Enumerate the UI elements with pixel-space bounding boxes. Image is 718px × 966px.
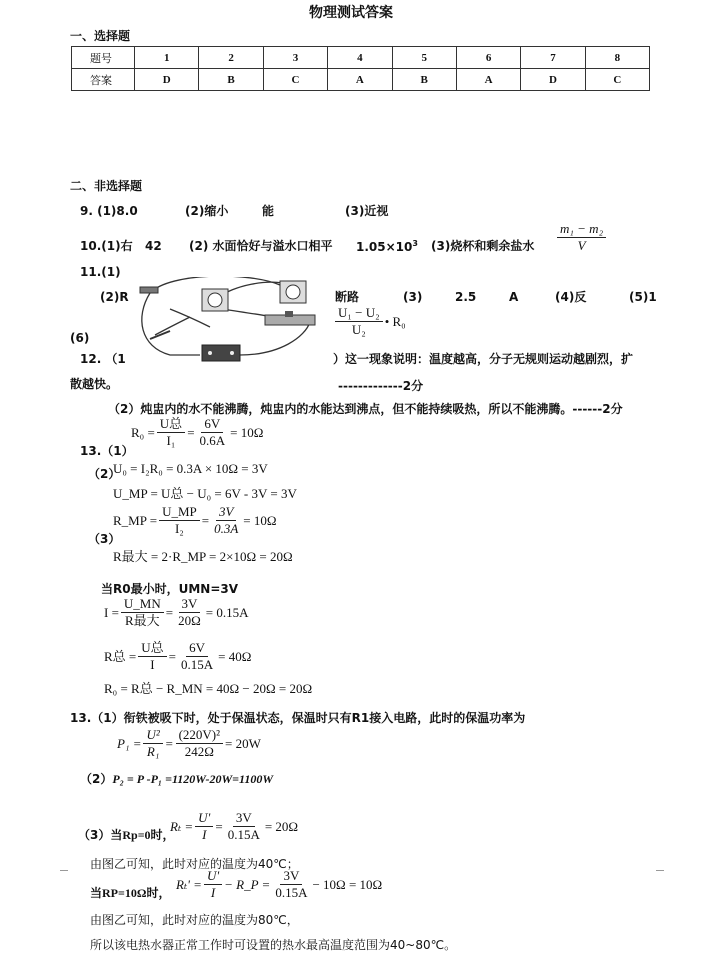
q12-text-cont: 散越快。: [70, 377, 119, 391]
table-cell: A: [456, 69, 520, 91]
q10-part2: (2) 水面恰好与溢水口相平: [189, 239, 333, 253]
section-heading-choice: 一、选择题: [70, 29, 131, 43]
q13-eq4: R_MP = $\frac{U\_MP}{\text{I₂}}$ = $\frac{3V}{0.3A}$ = 10Ω: [113, 504, 277, 537]
q13b-condition2: 当RP=10Ω时，: [90, 886, 171, 900]
ammeter-icon: [202, 289, 228, 311]
section-heading-nonchoice: 二、非选择题: [70, 179, 143, 193]
table-cell: 1: [135, 47, 199, 69]
q11-unit: A: [509, 290, 519, 304]
q12-label: 12. （1: [80, 352, 126, 366]
q13b-eq3: Rₜ' = $\frac{U'}{I}$ − R_P = $\frac{3V}{0.15A}$ − 10Ω = 10Ω: [176, 868, 383, 901]
q9-part3: (3)近视: [345, 204, 389, 218]
page-title: 物理测试答案: [309, 5, 393, 21]
table-label-answer: 答案: [72, 69, 135, 91]
q10-part3: (3)烧杯和剩余盐水: [431, 239, 535, 253]
table-cell: C: [263, 69, 327, 91]
q13b-conclusion: 所以该电热水器正常工作时可设置的热水最高温度范围为40~80℃。: [90, 938, 457, 952]
table-cell: 8: [585, 47, 649, 69]
table-cell: 6: [456, 47, 520, 69]
table-cell: 2: [199, 47, 263, 69]
q11-label: 11.(1): [80, 265, 121, 279]
wire: [155, 317, 190, 335]
table-cell: 3: [263, 47, 327, 69]
q11-part3: (3): [403, 290, 423, 304]
q9-part2: (2)缩小: [185, 204, 229, 218]
q13b-eq2: Rₜ = $\frac{U'}{I}$ = $\frac{3V}{0.15A}$ = 20Ω: [170, 810, 299, 843]
q13-label: 13.（1）: [80, 444, 134, 458]
q9-part2b: 能: [262, 204, 275, 218]
q13-eq6: I = $\frac{U\_MN}{\text{R最大}}$ = $\frac{3V}{20\Omega}$ = 0.15A: [104, 596, 249, 629]
q13b-label: 13.（1）衔铁被吸下时，处于保温状态，保温时只有R1接入电路，此时的保温功率为: [70, 711, 526, 725]
table-cell: C: [585, 69, 649, 91]
q13b-part3: （3）当Rp=0时，: [78, 828, 175, 842]
wire: [142, 293, 200, 355]
table-row-numbers: [72, 47, 650, 69]
q13b-result1: 由图乙可知，此时对应的温度为40℃；: [90, 857, 299, 871]
q12-part2: （2）炖盅内的水不能沸腾，炖盅内的水能达到沸点，但不能持续吸热，所以不能沸腾。------2分: [108, 402, 623, 416]
q13-eq1: R₀ = $\frac{\text{U总}}{\text{I₁}}$ = $\frac{6V}{0.6A}$ = 10Ω: [131, 416, 264, 449]
q9-label: 9. (1)8.0: [80, 204, 138, 218]
voltmeter-icon: [280, 281, 306, 303]
q12-score: -------------2分: [338, 379, 424, 393]
circuit-diagram: [130, 277, 330, 367]
margin-mark: [656, 870, 664, 871]
q10-density: $1.05\times 10^3$: [356, 239, 418, 254]
q13-part3: （3）: [88, 532, 121, 546]
table-label-number: 题号: [72, 47, 135, 69]
q11-part4: (4)反: [555, 290, 587, 304]
q11-part2: (2)R: [100, 290, 129, 304]
table-row-answers: [72, 69, 650, 91]
rheostat-icon: [265, 311, 315, 325]
q10-value: 42: [145, 239, 162, 253]
q13b-result2: 由图乙可知，此时对应的温度为80℃，: [90, 913, 299, 927]
q10-formula: $\frac{\text{m₁ − m₂}}{V}$: [555, 222, 608, 254]
power-supply-icon: [202, 345, 240, 361]
table-cell: B: [199, 69, 263, 91]
q13-eq5: R最大 = 2·R_MP = 2×10Ω = 20Ω: [113, 549, 293, 564]
table-cell: 4: [328, 47, 392, 69]
q11-fault: 断路: [335, 290, 360, 304]
q11-part6: (6): [70, 331, 90, 345]
q11-part5: (5)1: [629, 290, 657, 304]
q10-label: 10.(1)右: [80, 239, 133, 253]
q13-eq7: R总 = $\frac{\text{U总}}{I}$ = $\frac{6V}{0.15A}$ = 40Ω: [104, 640, 252, 673]
resistor-icon: [140, 287, 158, 293]
q11-formula: $\frac{\text{U₁ − U₂}}{\text{U₂}}$ • R₀: [333, 306, 406, 338]
table-cell: 5: [392, 47, 456, 69]
table-cell: B: [392, 69, 456, 91]
table-cell: D: [135, 69, 199, 91]
wire: [240, 322, 310, 355]
q13-eq2: U₀ = I₂R₀ = 0.3A × 10Ω = 3V: [113, 461, 268, 476]
q13-condition: 当R0最小时，UMN=3V: [101, 582, 239, 596]
answer-table: [71, 46, 650, 91]
margin-mark: [60, 870, 68, 871]
table-cell: A: [328, 69, 392, 91]
q13-eq3: U_MP = U总 − U₀ = 6V - 3V = 3V: [113, 486, 297, 501]
table-cell: 7: [521, 47, 585, 69]
q12-text: ）这一现象说明：温度越高，分子无规则运动越剧烈，扩: [333, 352, 634, 366]
table-cell: D: [521, 69, 585, 91]
q13-eq8: R₀ = R总 − R_MN = 40Ω − 20Ω = 20Ω: [104, 681, 313, 696]
q11-value: 2.5: [455, 290, 477, 304]
q13b-part2: （2）P₂ = P -P₁ =1120W-20W=1100W: [80, 772, 274, 786]
q13-part2: （2）: [88, 467, 121, 481]
q13b-eq1: P₁ = $\frac{\text{U²}}{\text{R₁}}$ = $\frac{\text{(220V)²}}{242\Omega}$ = 20W: [117, 727, 261, 760]
